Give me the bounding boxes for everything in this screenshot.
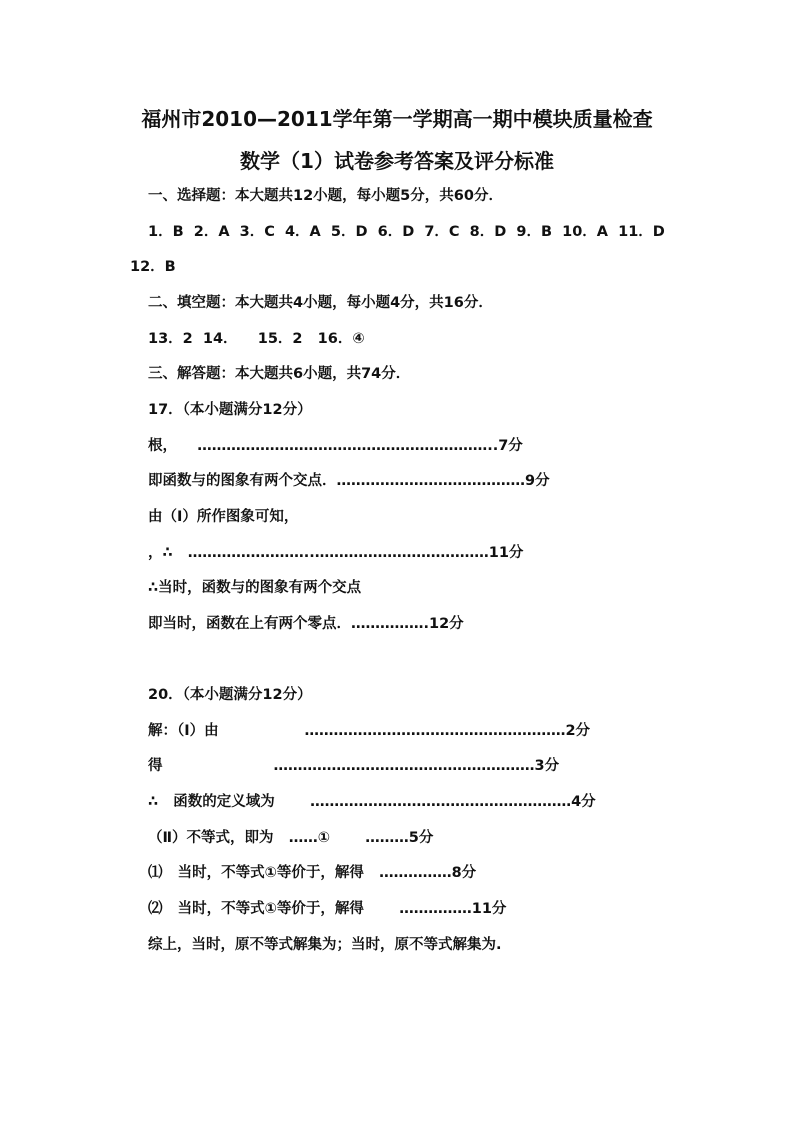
choice-answers: 1．B 2．A 3．C 4．A 5．D 6．D 7．C 8．D 9．B 10．A 11．D bbox=[148, 224, 665, 240]
page-subtitle: 数学（1）试卷参考答案及评分标准 bbox=[240, 149, 554, 173]
q20-line-7: 综上，当时，原不等式解集为；当时，原不等式解集为. bbox=[148, 937, 502, 953]
q17-line-1: 根， ……………………………………………………..7分 bbox=[148, 438, 523, 454]
q20-line-2: 得 ………………………………………………3分 bbox=[148, 758, 560, 774]
q17-line-3: 由（Ⅰ）所作图象可知， bbox=[148, 509, 299, 525]
q17-line-5: ∴当时，函数与的图象有两个交点 bbox=[148, 580, 362, 596]
q17-line-4: ，∴ ……………………..………………………………11分 bbox=[148, 545, 524, 561]
page-title: 福州市2010—2011学年第一学期高一期中模块质量检查 bbox=[141, 107, 653, 131]
fill-answers: 13．2 14． 15．2 16．④ bbox=[148, 331, 365, 347]
q20-line-1: 解：（Ⅰ）由 ………………………………………………2分 bbox=[148, 723, 591, 739]
q20-line-6: ⑵ 当时，不等式①等价于，解得 ……………11分 bbox=[148, 901, 507, 917]
q20-heading: 20．（本小题满分12分） bbox=[148, 687, 312, 703]
section-2-heading: 二、填空题：本大题共4小题，每小题4分，共16分． bbox=[148, 295, 493, 311]
q17-line-2: 即函数与的图象有两个交点．…………………………………9分 bbox=[148, 473, 550, 489]
q20-line-3: ∴ 函数的定义域为 ………………………………………………4分 bbox=[148, 794, 596, 810]
q20-line-5: ⑴ 当时，不等式①等价于，解得 ……………8分 bbox=[148, 865, 477, 881]
q17-heading: 17．（本小题满分12分） bbox=[148, 402, 312, 418]
section-1-heading: 一、选择题：本大题共12小题，每小题5分，共60分． bbox=[148, 188, 503, 204]
q20-line-4: （Ⅱ）不等式，即为 ……① ………5分 bbox=[148, 830, 434, 846]
q17-line-6: 即当时，函数在上有两个零点．…………….12分 bbox=[148, 616, 464, 632]
section-3-heading: 三、解答题：本大题共6小题，共74分． bbox=[148, 366, 411, 382]
choice-answers-cont: 12．B bbox=[130, 259, 176, 275]
